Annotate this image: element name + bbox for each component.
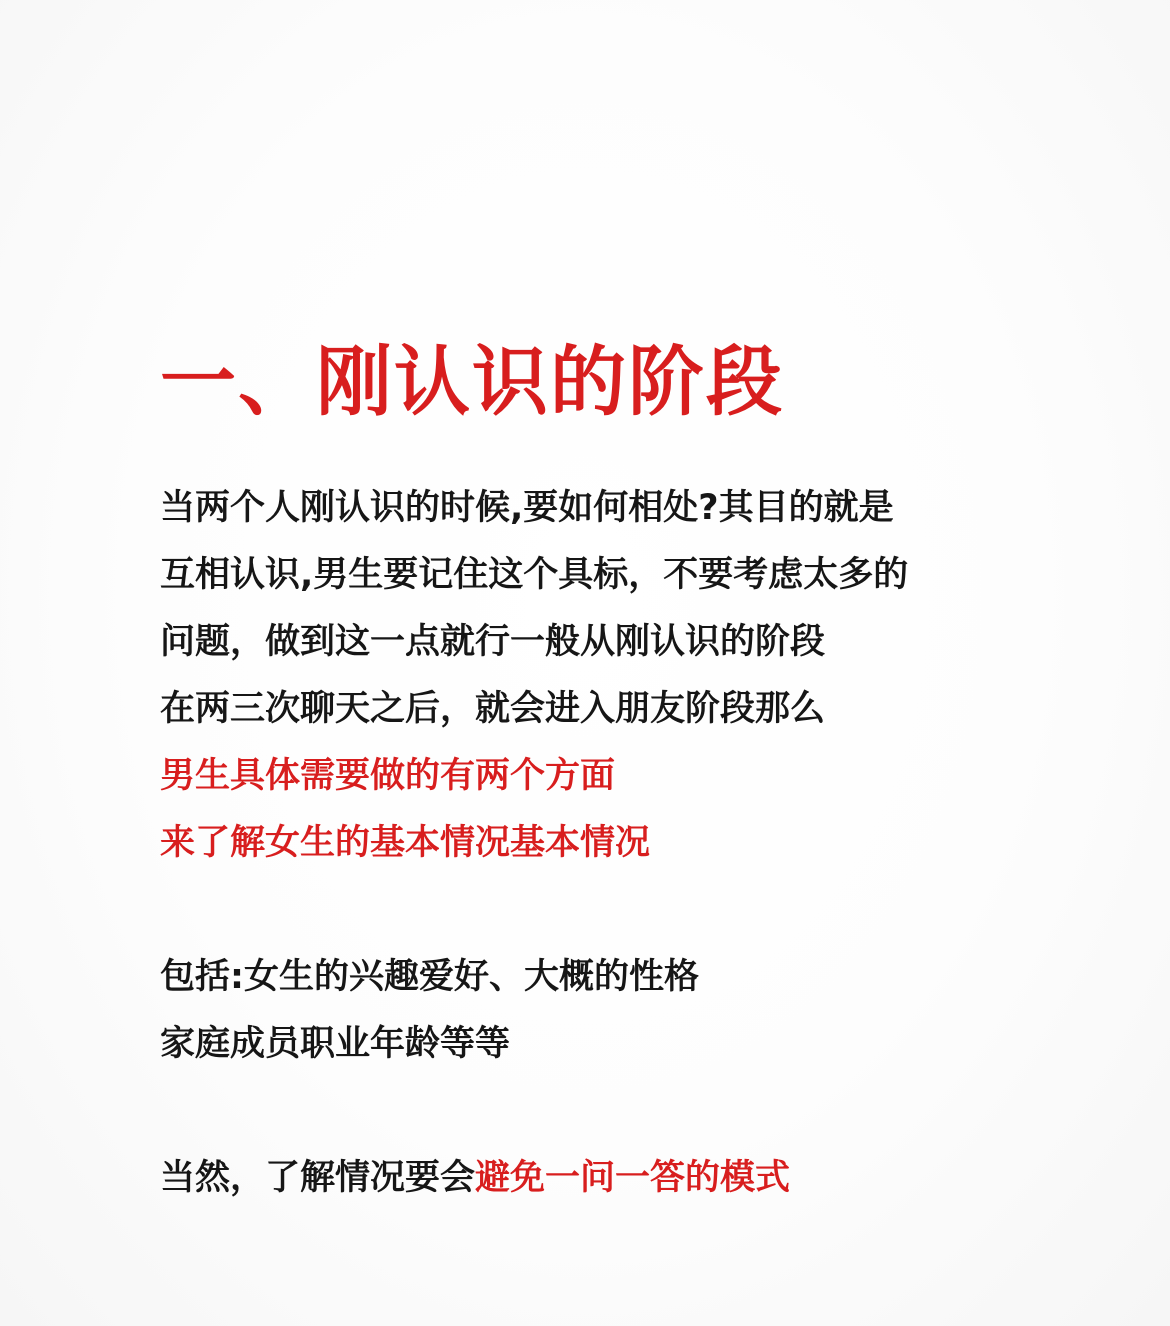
body-line: 当两个人刚认识的时候,要如何相处?其目的就是 bbox=[160, 488, 894, 528]
highlight-line: 来了解女生的基本情况基本情况 bbox=[160, 823, 651, 863]
body-line: 家庭成员职业年龄等等 bbox=[160, 1024, 511, 1064]
highlight-line: 男生具体需要做的有两个方面 bbox=[160, 756, 616, 796]
closing-emphasis: 避免一问一答的模式 bbox=[475, 1158, 791, 1198]
body-line: 包括:女生的兴趣爱好、大概的性格 bbox=[160, 957, 699, 997]
closing-line bbox=[160, 1156, 790, 1200]
body-line: 互相认识,男生要记住这个具标，不要考虑太多的 bbox=[160, 555, 909, 595]
body-line: 在两三次聊天之后，就会进入朋友阶段那么 bbox=[160, 689, 826, 729]
closing-text: 当然，了解情况要会 bbox=[160, 1158, 476, 1198]
section-title: 一、刚认识的阶段 bbox=[160, 337, 784, 426]
body-line: 问题，做到这一点就行一般从刚认识的阶段 bbox=[160, 622, 826, 662]
